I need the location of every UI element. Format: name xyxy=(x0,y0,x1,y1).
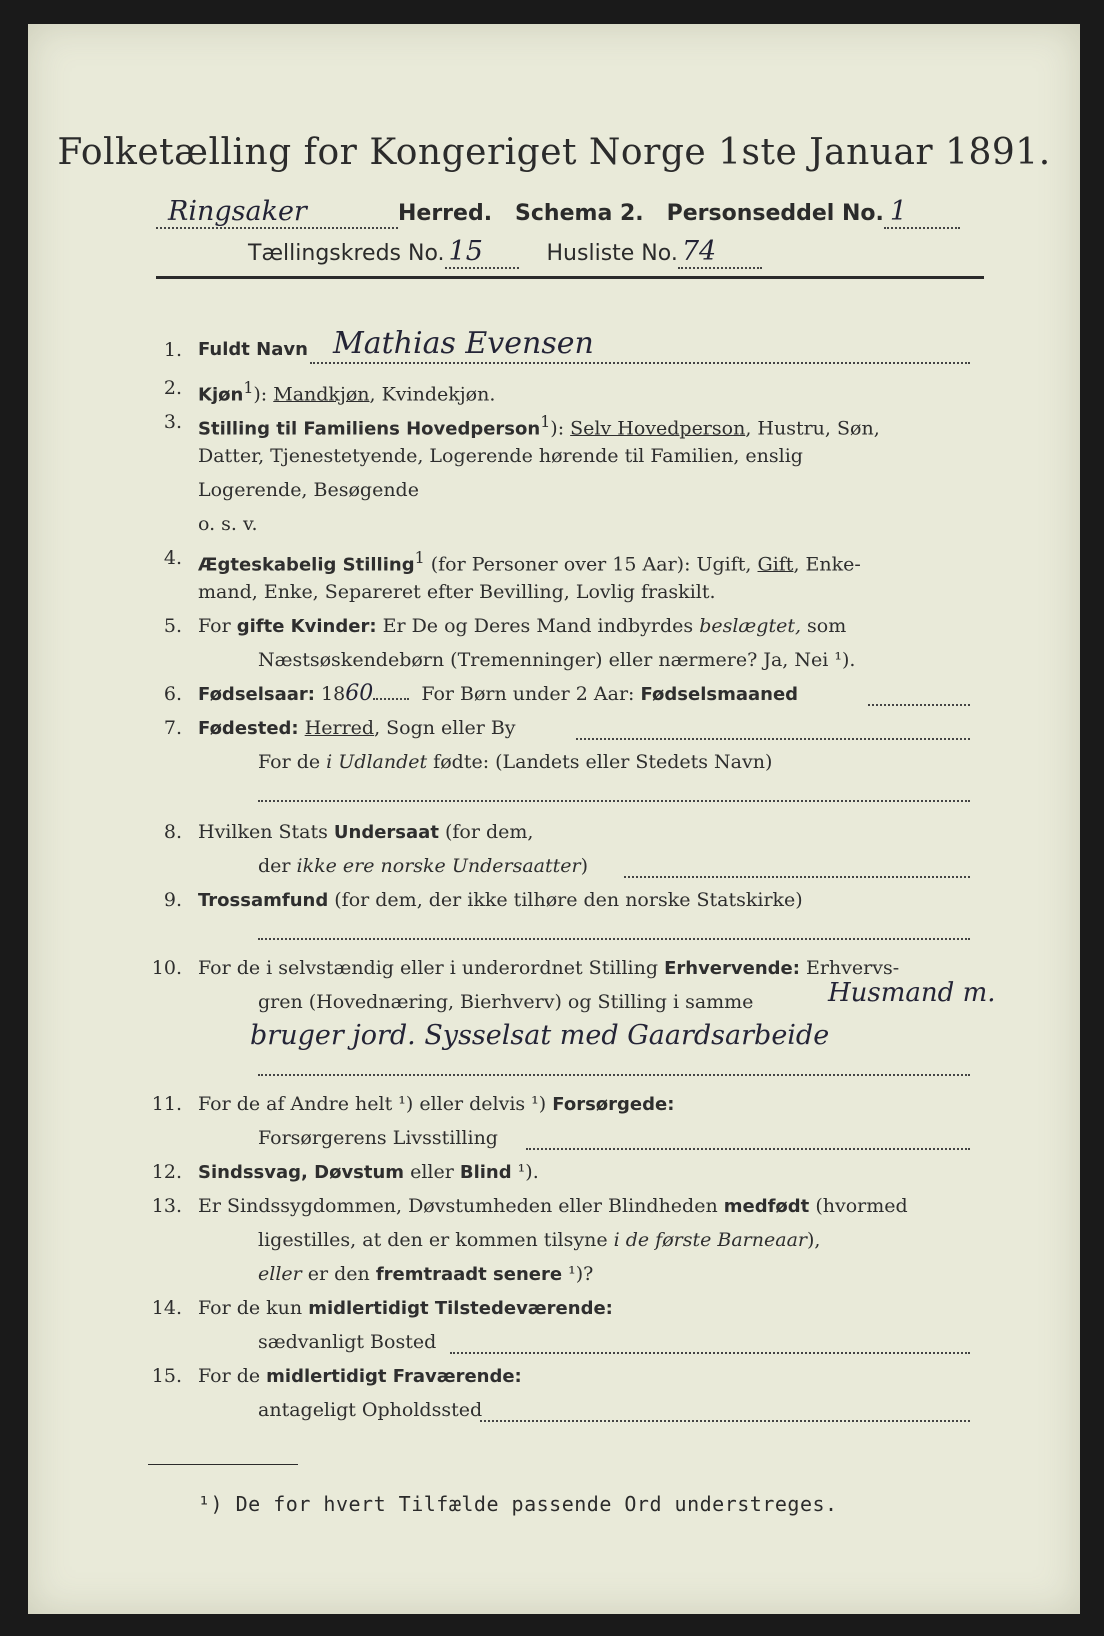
husliste-value: 74 xyxy=(678,236,762,269)
item-14-number: 14. xyxy=(151,1297,182,1319)
item-5-italic: beslægtet, xyxy=(699,615,802,637)
header-herred-line xyxy=(156,196,960,229)
item-7-l2a: For de xyxy=(258,751,327,773)
item-6-year-prefix: 18 xyxy=(315,683,346,705)
item-1-dotline xyxy=(310,362,970,364)
item-10-line2: gren (Hovednæring, Bierhverv) og Stilling i samme xyxy=(258,991,754,1013)
item-13-l2c: ), xyxy=(807,1229,821,1251)
header-rule xyxy=(156,276,984,279)
item-8-number: 8. xyxy=(163,821,182,843)
item-7-dotline2 xyxy=(258,800,970,802)
item-13-l2b: i de første Barneaar xyxy=(613,1229,807,1251)
item-3-line2: Datter, Tjenestetyende, Logerende hørende til Familien, enslig xyxy=(198,445,803,467)
item-11-pre: For de af Andre helt ¹) eller delvis ¹) xyxy=(198,1093,553,1115)
item-3-options: , Hustru, Søn, xyxy=(745,417,880,440)
item-13-pre: Er Sindssygdommen, Døvstumheden eller Blindheden xyxy=(198,1195,724,1217)
item-6-number: 6. xyxy=(163,683,182,705)
item-4-option-selected: Gift xyxy=(757,553,794,576)
schema-label: Schema 2. xyxy=(515,201,644,226)
item-13-l3b: er den xyxy=(301,1263,376,1285)
item-14-label: midlertidigt Tilstedeværende: xyxy=(308,1298,613,1319)
item-15-line2: antageligt Opholdssted xyxy=(258,1399,483,1421)
item-4-number: 4. xyxy=(163,547,182,569)
item-8-line2 xyxy=(258,854,588,878)
item-1-number: 1. xyxy=(163,339,182,361)
footnote-rule xyxy=(148,1464,298,1465)
census-form: Folketælling for Kongeriget Norge 1ste Januar 1891. Ringsaker Herred. Schema 2. Personseddel No. 1 Tællingskreds No. 15 Husliste No. 74 1. Fuldt Navn Mathias Evensen 2. Kjøn$^1$): Mandkjøn, Kvindekjøn. 3. Stilling til Familiens Hovedperson$^1$): Selv Hovedperson, Hustru, Søn, Datter, Tjenestetyende, Logerende hørende til Familien, enslig Logerende, Besøgende o. s. v. 4. Ægteskabelig Stilling$^1$ (for Personer over 15 Aar): Ugift, Gift, Enke- mand, Enke, Separeret efter Bevilling, Lovlig fraskilt. 5. For gifte Kvinder: Er De og Deres Mand indbyrdes beslægtet, som Næstsøskendebørn (Tremenninger) eller nærmere? Ja, Nei ¹). 6. Fødselsaar: 1860 For Børn under 2 Aar: Fødselsmaaned 7. Fødested: Herred, Sogn eller By For de i Udlandet fødte: (Landets eller Stedets Navn) 8. Hvilken Stats Undersaat (for dem, der ikke ere norske Undersaatter) 9. Trossamfund (for dem, der ikke tilhøre den norske Statskirke) 10. For de i selvstændig eller i underordnet Stilling Erhvervende: Erhvervs- gren (Hovednæring, Bierhverv) og Stilling i samme Husmand m. bruger jord. Sysselsat med Gaardsarbeide 11. For de af Andre helt ¹) eller delvis ¹) Forsørgede: Forsørgerens Livsstilling 12. Sindssvag, Døvstum eller Blind ¹). 13. Er Sindssygdommen, Døvstumheden eller Blindheden medfødt (hvormed ligestilles, at den er kommen tilsyne i de første Barneaar), eller er den fremtraadt senere ¹)? 14. For de kun midlertidigt Tilstedeværende: sædvanligt Bosted 15. For de midlertidigt Fraværende: antageligt Opholdssted ¹) De for hvert Tilfælde passende Ord understreges. xyxy=(28,24,1080,1614)
form-title: Folketælling for Kongeriget Norge 1ste Januar 1891. xyxy=(57,132,1051,173)
item-3-rest: ): xyxy=(550,417,571,440)
item-3-number: 3. xyxy=(163,411,182,433)
item-8-l2a: der xyxy=(258,855,297,877)
item-8-dotline xyxy=(624,876,970,878)
item-5-pre: For xyxy=(198,615,237,637)
item-7-l2d: fødte: (Landets eller Stedets Navn) xyxy=(427,751,773,773)
item-13-number: 13. xyxy=(151,1195,182,1217)
item-4-rest: (for Personer over 15 Aar): Ugift, xyxy=(424,553,758,576)
item-12-label: Sindssvag, Døvstum xyxy=(198,1162,405,1183)
item-13-l3c: fremtraadt senere xyxy=(375,1264,563,1285)
item-10-hw2: bruger jord. Sysselsat med Gaardsarbeide xyxy=(250,1020,830,1051)
item-13-l2a: ligestilles, at den er kommen tilsyne xyxy=(258,1229,614,1251)
item-10-hw1: Husmand m. xyxy=(828,978,996,1008)
item-13-label: medfødt xyxy=(723,1196,810,1217)
item-9-rest: (for dem, der ikke tilhøre den norske Statskirke) xyxy=(328,889,803,911)
item-14-dotline xyxy=(450,1352,970,1354)
item-7-l2b: i xyxy=(326,751,333,773)
item-3-line3: Logerende, Besøgende xyxy=(198,479,419,501)
item-5-rest: Er De og Deres Mand indbyrdes xyxy=(376,615,700,637)
item-8-l2b: ikke ere norske Undersaatter xyxy=(296,855,581,877)
item-8-l2c: ) xyxy=(580,855,588,877)
item-4-line2: mand, Enke, Separeret efter Bevilling, Lovlig fraskilt. xyxy=(198,581,716,603)
item-6-label: Fødselsaar: xyxy=(198,684,315,705)
item-5-line2: Næstsøskendebørn (Tremenninger) eller nærmere? Ja, Nei ¹). xyxy=(258,649,856,671)
item-13-rest: (hvormed xyxy=(809,1195,908,1217)
item-9-number: 9. xyxy=(163,889,182,911)
item-10-dotline xyxy=(258,1074,970,1076)
kreds-value: 15 xyxy=(445,236,519,269)
item-15-number: 15. xyxy=(151,1365,182,1387)
item-11-line2: Forsørgerens Livsstilling xyxy=(258,1127,498,1149)
item-10-rest: Erhvervs- xyxy=(799,957,900,979)
item-14-pre: For de kun xyxy=(198,1297,309,1319)
husliste-label: Husliste No. xyxy=(546,241,678,266)
item-2-number: 2. xyxy=(163,377,182,399)
item-7-dotline xyxy=(576,738,970,740)
item-7-rest: , Sogn eller By xyxy=(374,717,516,739)
item-5-rest2: som xyxy=(801,615,847,637)
item-6-dotline xyxy=(868,704,970,706)
item-12-rest2: ¹). xyxy=(511,1161,539,1183)
item-15-dotline xyxy=(480,1420,970,1422)
item-13-line3 xyxy=(258,1262,593,1287)
item-12-label2: Blind xyxy=(459,1162,512,1183)
personseddel-label: Personseddel No. xyxy=(666,201,884,226)
item-2-option-female: , Kvindekjøn. xyxy=(369,383,496,406)
item-14-line2: sædvanligt Bosted xyxy=(258,1331,437,1353)
item-15-label: midlertidigt Fraværende: xyxy=(266,1366,522,1387)
item-4-label: Ægteskabelig Stilling xyxy=(198,554,415,576)
item-12-number: 12. xyxy=(151,1161,182,1183)
item-3-label: Stilling til Familiens Hovedperson xyxy=(198,418,541,440)
item-6-year-value: 60 xyxy=(345,681,374,706)
item-9-label: Trossamfund xyxy=(198,890,329,911)
item-5-number: 5. xyxy=(163,615,182,637)
item-5-label: gifte Kvinder: xyxy=(236,616,377,637)
item-2-rest: ): xyxy=(253,383,274,406)
item-7-option-selected: Herred xyxy=(304,717,375,739)
item-13-l3d: ¹)? xyxy=(562,1263,594,1285)
item-11-number: 11. xyxy=(151,1093,182,1115)
item-2-option-male: Mandkjøn xyxy=(273,383,370,406)
item-7-label: Fødested: xyxy=(198,718,299,739)
item-13-l3a: eller xyxy=(258,1263,302,1285)
item-15-pre: For de xyxy=(198,1365,267,1387)
item-11-dotline xyxy=(526,1148,970,1150)
herred-label: Herred. xyxy=(398,201,493,226)
item-3-line4: o. s. v. xyxy=(198,513,258,535)
item-11-label: Forsørgede: xyxy=(552,1094,675,1115)
item-13-line2 xyxy=(258,1228,820,1252)
item-2-label: Kjøn xyxy=(198,384,244,406)
item-8-pre: Hvilken Stats xyxy=(198,821,334,843)
item-10-pre: For de i selvstændig eller i underordnet Stilling xyxy=(198,957,665,979)
item-1-label: Fuldt Navn xyxy=(198,339,308,360)
item-7-line2 xyxy=(258,750,772,774)
item-7-l2c: Udlandet xyxy=(332,751,428,773)
herred-value: Ringsaker xyxy=(156,196,398,229)
item-1-value: Mathias Evensen xyxy=(333,326,594,361)
item-7-number: 7. xyxy=(163,717,182,739)
item-10-number: 10. xyxy=(151,957,182,979)
header-kreds-line xyxy=(248,236,762,269)
personseddel-value: 1 xyxy=(884,196,960,229)
item-12-rest: eller xyxy=(404,1161,460,1183)
item-6-label2: Fødselsmaaned xyxy=(640,684,799,705)
item-10-label: Erhvervende: xyxy=(664,958,800,979)
item-6-rest: For Børn under 2 Aar: xyxy=(421,683,641,705)
item-8-rest: (for dem, xyxy=(438,821,534,843)
item-3-option-selected: Selv Hovedperson xyxy=(570,417,746,440)
item-4-options: , Enke- xyxy=(793,553,861,576)
footnote: ¹) De for hvert Tilfælde passende Ord understreges. xyxy=(198,1492,838,1516)
item-9-dotline xyxy=(258,938,970,940)
item-8-label: Undersaat xyxy=(333,822,439,843)
kreds-label: Tællingskreds No. xyxy=(248,241,445,266)
